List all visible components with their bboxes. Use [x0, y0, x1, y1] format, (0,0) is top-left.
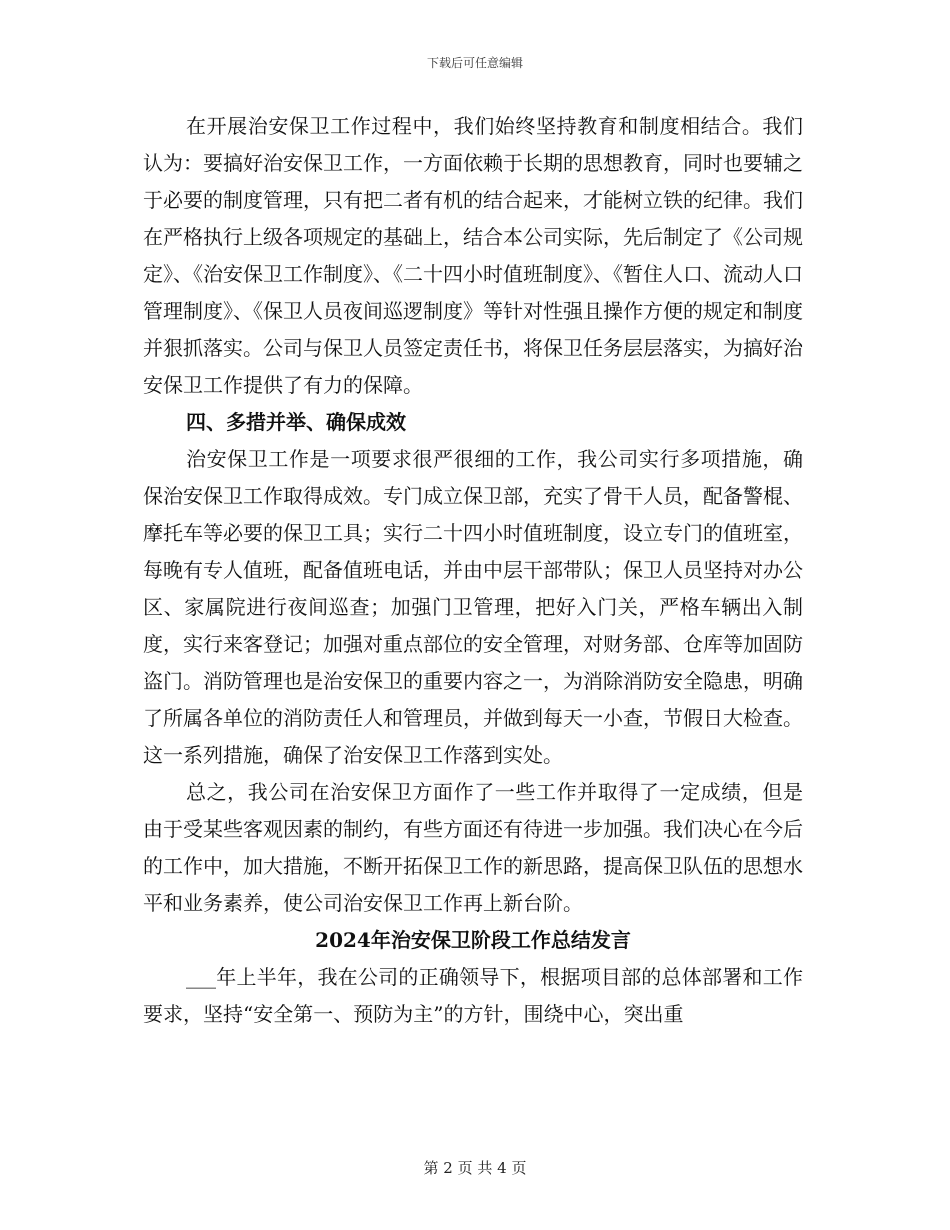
page-number: 第 2 页 共 4 页: [423, 1159, 527, 1177]
header-note: 下载后可任意编辑: [426, 56, 523, 70]
paragraph-conclusion: 总之，我公司在治安保卫方面作了一些工作并取得了一定成绩，但是由于受某些客观因素的制约，有些方面还有待进一步加强。我们决心在今后的工作中，加大措施，不断开拓保卫工作的新思路，提高保卫队伍的思想水平和业务素养，使公司治安保卫工作再上新台阶。: [143, 780, 803, 915]
document-body: [143, 108, 803, 1033]
section-heading-four: 四、多措并举、确保成效: [186, 410, 406, 434]
paragraph-measures: 治安保卫工作是一项要求很严很细的工作，我公司实行多项措施，确保治安保卫工作取得成效。专门成立保卫部，充实了骨干人员，配备警棍、摩托车等必要的保卫工具；实行二十四小时值班制度，设立专门的值班室，每晚有专人值班，配备值班电话，并由中层干部带队；保卫人员坚持对办公区、家属院进行夜间巡查；加强门卫管理，把好入门关，严格车辆出入制度，实行来客登记；加强对重点部位的安全管理，对财务部、仓库等加固防盗门。消防管理也是治安保卫的重要内容之一，为消除消防安全隐患，明确了所属各单位的消防责任人和管理员，并做到每天一小查，节假日大检查。这一系列措施，确保了治安保卫工作落到实处。: [143, 447, 803, 767]
paragraph-education-and-rules: 在开展治安保卫工作过程中，我们始终坚持教育和制度相结合。我们认为：要搞好治安保卫工作，一方面依赖于长期的思想教育，同时也要辅之于必要的制度管理，只有把二者有机的结合起来，才能树立铁的纪律。我们在严格执行上级各项规定的基础上，结合本公司实际，先后制定了《公司规定》、《治安保卫工作制度》、《二十四小时值班制度》、《暂住人口、流动人口管理制度》、《保卫人员夜间巡逻制度》等针对性强且操作方便的规定和制度并狠抓落实。公司与保卫人员签定责任书，将保卫任务层层落实，为搞好治安保卫工作提供了有力的保障。: [143, 114, 803, 397]
paragraph-intro: ___年上半年，我在公司的正确领导下，根据项目部的总体部署和工作要求，坚持“安全第一、预防为主”的方针，围绕中心，突出重: [143, 965, 803, 1026]
document-title: 2024年治安保卫阶段工作总结发言: [315, 928, 631, 952]
